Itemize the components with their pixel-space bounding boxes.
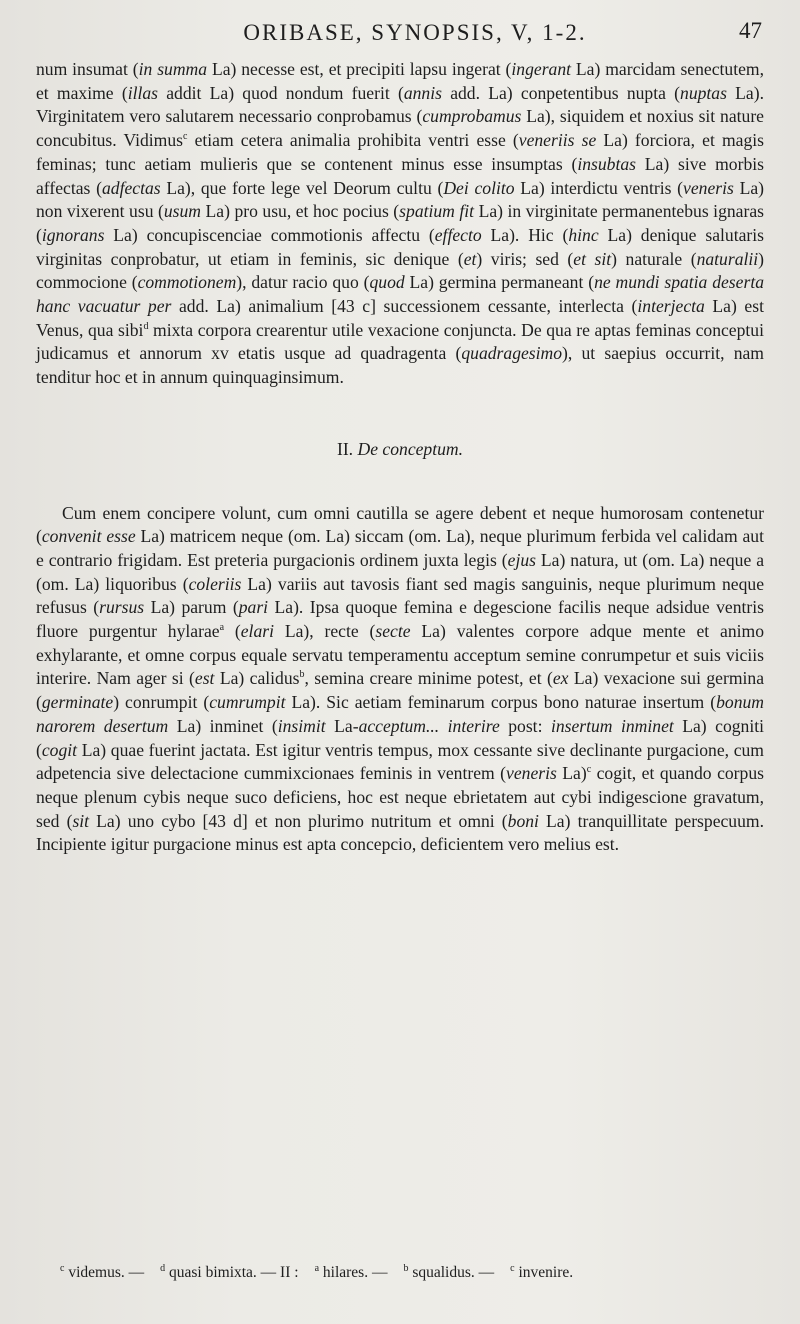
footnote-text: videmus. — xyxy=(64,1264,145,1281)
italic-variant: ejus xyxy=(507,549,536,570)
italic-variant: veneris xyxy=(683,177,734,198)
footnote-mark: b xyxy=(403,1262,409,1274)
text-run: add. La) animalium [43 c] successionem cessante, interlecta ( xyxy=(171,296,638,317)
italic-variant: veneriis se xyxy=(518,130,597,151)
italic-variant: cumprobamus xyxy=(422,106,522,127)
text-run: La) parum ( xyxy=(144,597,239,618)
text-run: Cum enem concipere volunt, cum omni cautilla se agere debent et neque humorosam contenetur ( xyxy=(36,502,764,547)
footnote-marker: c xyxy=(183,131,188,143)
italic-variant: convenit esse xyxy=(41,526,136,547)
text-run: La) natura, ut (om. La) neque a (om. La) liquoribus ( xyxy=(36,549,765,594)
text-run: La) tranquillitate perspecuum. Incipiente igitur purgacione minus est apta concepcio, deficientem vero melius est. xyxy=(36,810,764,855)
text-run: addit La) quod nondum fuerit ( xyxy=(158,82,404,103)
italic-variant: cumrumpit xyxy=(209,692,286,713)
text-run: num insumat ( xyxy=(36,59,139,79)
footnote xyxy=(160,1264,306,1281)
italic-variant: ignorans xyxy=(41,224,105,245)
italic-variant: usum xyxy=(163,201,202,222)
text-run: ) viris; sed ( xyxy=(476,248,574,269)
text-run: ) commocione ( xyxy=(36,248,765,293)
italic-variant: effecto xyxy=(434,224,482,245)
italic-variant: elari xyxy=(240,621,274,642)
footnote-mark: a xyxy=(314,1262,320,1274)
italic-variant: insimit xyxy=(277,715,326,736)
page-number: 47 xyxy=(739,18,762,43)
text-run: La) calidus xyxy=(214,668,300,689)
text-run: La) variis aut tavosis fiant sed magis sanguinis, neque plurimum neque refusus ( xyxy=(36,573,764,618)
italic-variant: cogit xyxy=(41,739,78,760)
italic-variant: spatium fit xyxy=(399,201,475,222)
text-run: La). Virginitatem vero salutarem necessario conprobamus ( xyxy=(36,82,764,127)
text-run: La) quae fuerint jactata. Est igitur ventris tempus, mox cessante sive declinante purgacione, cum adpetencia sive delectacione cummixcionaes feminis in ventrem ( xyxy=(36,739,764,784)
italic-variant: coleriis xyxy=(188,573,242,594)
footnote-marker: b xyxy=(299,669,305,681)
text-run: cogit, et quando corpus neque plenum cybis neque suco deficiens, hoc est neque ebrietatem aut cybi indigescione gravatum, sed ( xyxy=(36,763,764,831)
text-run: La) concupiscenciae commotionis affectu ( xyxy=(104,224,435,245)
italic-variant: in summa xyxy=(138,59,208,79)
footnote xyxy=(60,1264,152,1281)
text-run: post: xyxy=(499,715,551,736)
text-run: La). Ipsa quoque femina e degescione facilis neque adsidue ventris fluore purgentur hylarae xyxy=(36,597,764,642)
text-run: La) est Venus, qua sibi xyxy=(36,296,764,340)
section-heading xyxy=(36,438,764,462)
italic-variant: illas xyxy=(127,82,159,103)
italic-variant: acceptum... interire xyxy=(358,715,500,736)
text-run: La) marcidam senectutem, et maxime ( xyxy=(36,59,765,103)
italic-variant: naturalii xyxy=(696,248,759,269)
footnote-text: hilares. — xyxy=(319,1264,388,1281)
text-run: La) germina permaneant ( xyxy=(404,272,595,293)
italic-variant: ex xyxy=(552,668,569,689)
footnote-marker: a xyxy=(219,622,225,634)
footnote-text: quasi bimixta. — II : xyxy=(165,1264,299,1281)
italic-variant: ne mundi spatia deserta hanc vacuatur per xyxy=(36,272,764,317)
text-run: add. La) conpetentibus nupta ( xyxy=(441,82,681,103)
text-run: La), siquidem et noxius sit nature concubitus. Vidimus xyxy=(36,106,764,151)
text-run: ) conrumpit ( xyxy=(113,692,210,713)
text-run: La- xyxy=(325,715,359,736)
text-run: La) non vixerent usu ( xyxy=(36,177,764,222)
italic-variant: est xyxy=(194,668,215,689)
text-run: La). Hic ( xyxy=(481,224,569,245)
text-run: La) necesse est, et precipiti lapsu ingerat ( xyxy=(207,59,512,79)
italic-variant: bonum narorem desertum xyxy=(36,692,764,736)
text-run: La) uno cybo [43 d] et non plurimo nutritum et omni ( xyxy=(89,810,508,831)
text-run: La), que forte lege vel Deorum cultu ( xyxy=(160,177,444,198)
text-run: La) cogniti ( xyxy=(36,715,764,760)
italic-variant: interjecta xyxy=(637,296,705,317)
footnote-mark: c xyxy=(510,1262,515,1274)
text-run: La), recte ( xyxy=(273,621,376,642)
italic-variant: Dei colito xyxy=(443,177,515,198)
italic-variant: et sit xyxy=(573,248,612,269)
italic-variant: et xyxy=(463,248,477,269)
section-title: De conceptum. xyxy=(357,438,464,459)
italic-variant: veneris xyxy=(506,763,557,784)
text-run: La) vexacione sui germina ( xyxy=(36,668,765,713)
text-run: mixta corpora crearentur utile vexacione conjuncta. De qua re aptas feminas conceptui judicamus et annorum xv etatis usque ad quadragenta ( xyxy=(36,319,764,364)
italic-variant: nuptas xyxy=(680,82,727,103)
paragraph-1 xyxy=(36,58,764,390)
italic-variant: quadragesimo xyxy=(461,343,563,364)
footnote-mark: d xyxy=(160,1262,166,1274)
paragraph-2 xyxy=(36,502,764,858)
italic-variant: secte xyxy=(375,621,411,642)
footnote xyxy=(510,1264,581,1281)
footnote-marker: c xyxy=(586,764,592,776)
text-run: La) pro usu, et hoc pocius ( xyxy=(201,201,400,222)
text-run: La) forciora, et magis feminas; tunc aetiam mulieris que se contenent minus esse insumptas ( xyxy=(36,130,764,174)
text-run: ), ut saepius occurrit, nam tenditur hoc et in annum quinquaginsimum. xyxy=(36,343,764,388)
footnote-mark: c xyxy=(60,1262,65,1274)
text-run: La) sive morbis affectas ( xyxy=(36,153,764,198)
body-text xyxy=(36,58,764,857)
footnote-text: squalidus. — xyxy=(408,1264,495,1281)
text-run: La) xyxy=(556,763,587,784)
italic-variant: insertum inminet xyxy=(550,715,674,736)
text-run: La) matricem neque (om. La) siccam (om. La), neque plurimum ferbida vel calidam aut e contrario frigidam. Est preteria purgacionis ordinem juxta legis ( xyxy=(36,526,764,570)
italic-variant: annis xyxy=(403,82,442,103)
footnote xyxy=(403,1264,502,1281)
footnote-marker: d xyxy=(143,320,149,332)
italic-variant: quod xyxy=(369,272,405,293)
footnotes xyxy=(60,1264,764,1282)
text-run: La) inminet ( xyxy=(168,715,278,736)
section-number: II. xyxy=(336,438,354,459)
text-run: ) naturale ( xyxy=(611,248,697,269)
italic-variant: adfectas xyxy=(101,177,161,198)
footnote-text: invenire. xyxy=(514,1264,574,1281)
italic-variant: pari xyxy=(238,597,269,618)
text-run: La) in virginitate permanentebus ignaras ( xyxy=(36,201,764,245)
italic-variant: commotionem xyxy=(137,272,237,293)
text-run: , semina creare minime potest, et ( xyxy=(304,668,553,689)
text-run: La). Sic aetiam feminarum corpus bono naturae insertum ( xyxy=(285,692,717,713)
text-run: ), datur racio quo ( xyxy=(236,272,370,293)
footnote xyxy=(315,1264,396,1281)
text-run: La) denique salutaris virginitas conprobatur, ut etiam in feminis, sic denique ( xyxy=(36,224,764,269)
italic-variant: ingerant xyxy=(511,59,572,79)
italic-variant: germinate xyxy=(41,692,114,713)
italic-variant: sit xyxy=(72,810,90,831)
running-head: ORIBASE, SYNOPSIS, V, 1-2. xyxy=(243,20,587,45)
italic-variant: hinc xyxy=(568,224,599,245)
page-header xyxy=(0,14,800,54)
italic-variant: boni xyxy=(507,810,539,831)
italic-variant: rursus xyxy=(99,597,145,618)
text-run: La) valentes corpore adque mente et animo exhylarante, et omne corpus equale servatu temperamentu acceptum semine conrumpetur et suis viciis interire. Nam ager si ( xyxy=(36,621,765,689)
text-run: ( xyxy=(224,621,241,642)
text-run: etiam cetera animalia prohibita ventri esse ( xyxy=(187,130,519,151)
text-run: La) interdictu ventris ( xyxy=(514,177,684,198)
italic-variant: insubtas xyxy=(577,153,636,174)
